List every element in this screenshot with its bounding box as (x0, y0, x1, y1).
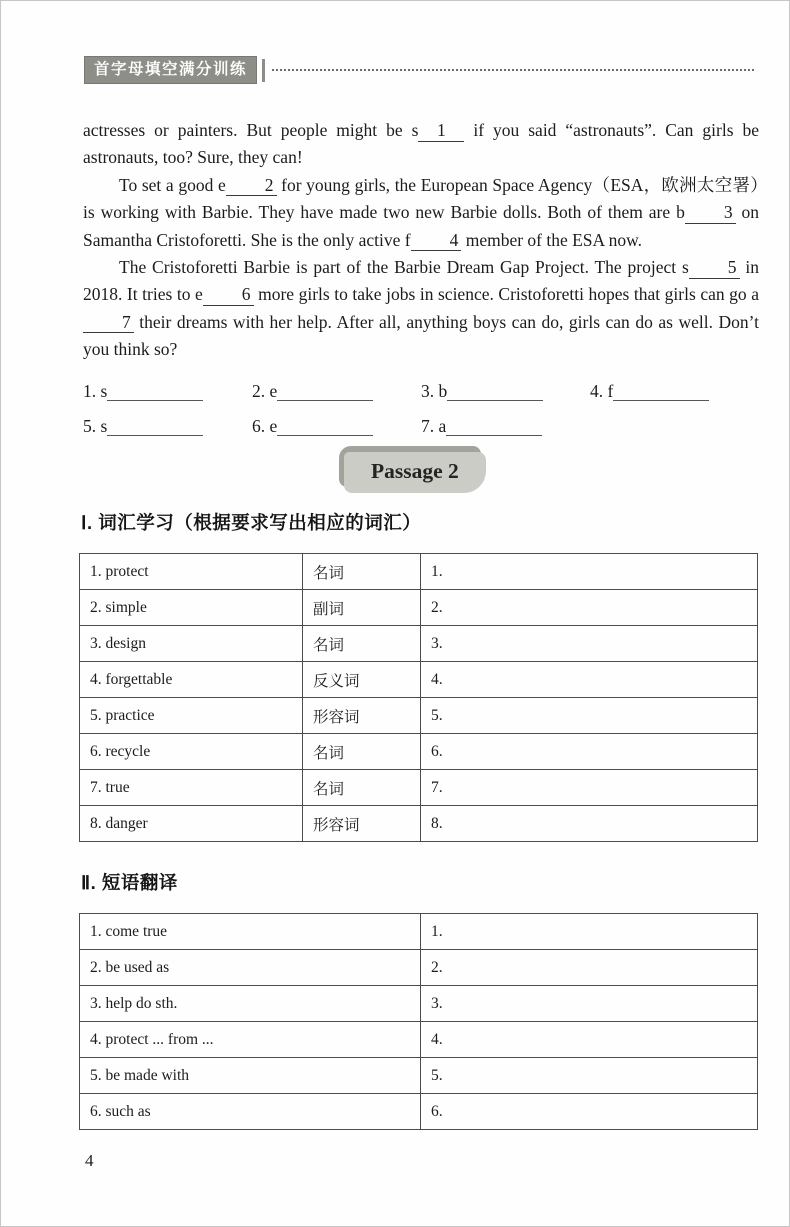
vocab-table-row-1 (80, 554, 758, 590)
vocab-word-cell: 6. recycle (80, 734, 303, 770)
inline-blank-6: 6 (203, 286, 254, 306)
vocab-word-cell: 2. simple (80, 590, 303, 626)
phrase-answer-cell: 5. (421, 1058, 758, 1094)
vocab-answer-cell: 4. (421, 662, 758, 698)
phrase-table-body (80, 914, 758, 1130)
passage2-heading (339, 446, 481, 487)
phrase-cell: 2. be used as (80, 950, 421, 986)
phrase-answer-cell: 4. (421, 1022, 758, 1058)
vocab-word-cell: 1. protect (80, 554, 303, 590)
vocab-word-cell: 5. practice (80, 698, 303, 734)
phrase-cell: 6. such as (80, 1094, 421, 1130)
vocab-table-row-3 (80, 626, 758, 662)
vocab-pos-cell: 名词 (303, 554, 421, 590)
page-header (84, 56, 754, 84)
passage2-title: Passage 2 (371, 459, 459, 483)
page-number: 4 (85, 1151, 94, 1170)
phrase-table (79, 913, 758, 1130)
phrase-table-row-1 (80, 914, 758, 950)
phrase-answer-cell: 2. (421, 950, 758, 986)
answer-blank-label: 6. e (252, 415, 278, 436)
vocab-table-row-4 (80, 662, 758, 698)
vocab-answer-cell: 6. (421, 734, 758, 770)
vocab-word-cell: 7. true (80, 770, 303, 806)
answer-blank-label: 1. s (83, 380, 108, 401)
answer-blank-item-1 (83, 375, 252, 401)
header-badge: 首字母填空满分训练 (84, 56, 257, 85)
paragraph-3: The Cristoforetti Barbie is part of the Barbie Dream Gap Project. The project s 5 in 2018. It tries to e 6 more girls to take jobs in science. Cristoforetti hopes that girls can go a7 their dreams with her help. After all, anything boys can do, girls can do as well. Don’t you think so? (83, 257, 759, 360)
answer-blank-item-3 (421, 375, 590, 401)
phrase-answer-cell: 1. (421, 914, 758, 950)
inline-blank-5: 5 (689, 259, 740, 279)
vocab-pos-cell: 形容词 (303, 698, 421, 734)
vocab-table-row-2 (80, 590, 758, 626)
answer-blank-line (446, 420, 542, 436)
vocab-table (79, 553, 758, 842)
paragraph-1: actresses or painters. But people might be s 1 if you said “astronauts”. Can girls be astronauts, too? Sure, they can! (83, 120, 759, 168)
answer-blank-line (447, 385, 543, 401)
vocab-pos-cell: 副词 (303, 590, 421, 626)
vocab-table-row-8 (80, 806, 758, 842)
phrase-table-row-5 (80, 1058, 758, 1094)
phrase-table-row-4 (80, 1022, 758, 1058)
phrase-table-row-6 (80, 1094, 758, 1130)
vocab-word-cell: 4. forgettable (80, 662, 303, 698)
vocab-pos-cell: 反义词 (303, 662, 421, 698)
answer-blank-item-2 (252, 375, 421, 401)
answer-blank-item-6 (252, 410, 421, 436)
passage-paragraphs (83, 117, 759, 364)
vocab-table-row-6 (80, 734, 758, 770)
header-dotted-line (272, 69, 754, 71)
vocab-table-body (80, 554, 758, 842)
header-divider-bar (262, 59, 265, 82)
answer-blank-item-4 (590, 375, 759, 401)
answer-blank-line (107, 385, 203, 401)
phrase-cell: 5. be made with (80, 1058, 421, 1094)
phrase-table-row-3 (80, 986, 758, 1022)
phrase-answer-cell: 6. (421, 1094, 758, 1130)
answer-blank-label: 4. f (590, 380, 614, 401)
vocab-pos-cell: 名词 (303, 770, 421, 806)
vocab-pos-cell: 名词 (303, 734, 421, 770)
answer-blank-label: 2. e (252, 380, 278, 401)
vocab-answer-cell: 5. (421, 698, 758, 734)
vocab-answer-cell: 7. (421, 770, 758, 806)
inline-blank-3: 3 (685, 204, 736, 224)
answer-blank-label: 7. a (421, 415, 447, 436)
vocab-pos-cell: 名词 (303, 626, 421, 662)
vocab-word-cell: 8. danger (80, 806, 303, 842)
answer-blank-item-5 (83, 410, 252, 436)
answer-blank-line (613, 385, 709, 401)
vocab-pos-cell: 形容词 (303, 806, 421, 842)
inline-blank-1: 1 (418, 122, 464, 142)
phrase-cell: 3. help do sth. (80, 986, 421, 1022)
inline-blank-2: 2 (226, 177, 277, 197)
phrase-cell: 1. come true (80, 914, 421, 950)
answer-blank-line (277, 385, 373, 401)
vocab-answer-cell: 1. (421, 554, 758, 590)
phrase-table-row-2 (80, 950, 758, 986)
answer-blank-label: 3. b (421, 380, 448, 401)
vocab-answer-cell: 2. (421, 590, 758, 626)
answer-blank-item-7 (421, 410, 590, 436)
phrase-cell: 4. protect ... from ... (80, 1022, 421, 1058)
answer-blank-line (277, 420, 373, 436)
phrase-answer-cell: 3. (421, 986, 758, 1022)
answer-blank-line (107, 420, 203, 436)
inline-blank-4: 4 (411, 232, 462, 252)
paragraph-2: To set a good e 2 for young girls, the European Space Agency（ESA，欧洲太空署）is working with Barbie. They have made two new Barbie dolls. Both of them are b 3 on Samantha Cristoforetti. She is the only active f 4 member of the ESA now. (83, 174, 760, 250)
passage2-plaque (344, 452, 486, 493)
answer-blanks-list (83, 375, 759, 436)
vocab-table-row-5 (80, 698, 758, 734)
section1-heading: Ⅰ. 词汇学习（根据要求写出相应的词汇） (81, 512, 422, 533)
section2-heading: Ⅱ. 短语翻译 (81, 872, 178, 893)
inline-blank-7: 7 (83, 314, 134, 334)
vocab-word-cell: 3. design (80, 626, 303, 662)
vocab-table-row-7 (80, 770, 758, 806)
vocab-answer-cell: 8. (421, 806, 758, 842)
vocab-answer-cell: 3. (421, 626, 758, 662)
passage2-plaque-shadow (339, 446, 481, 487)
answer-blank-label: 5. s (83, 415, 108, 436)
